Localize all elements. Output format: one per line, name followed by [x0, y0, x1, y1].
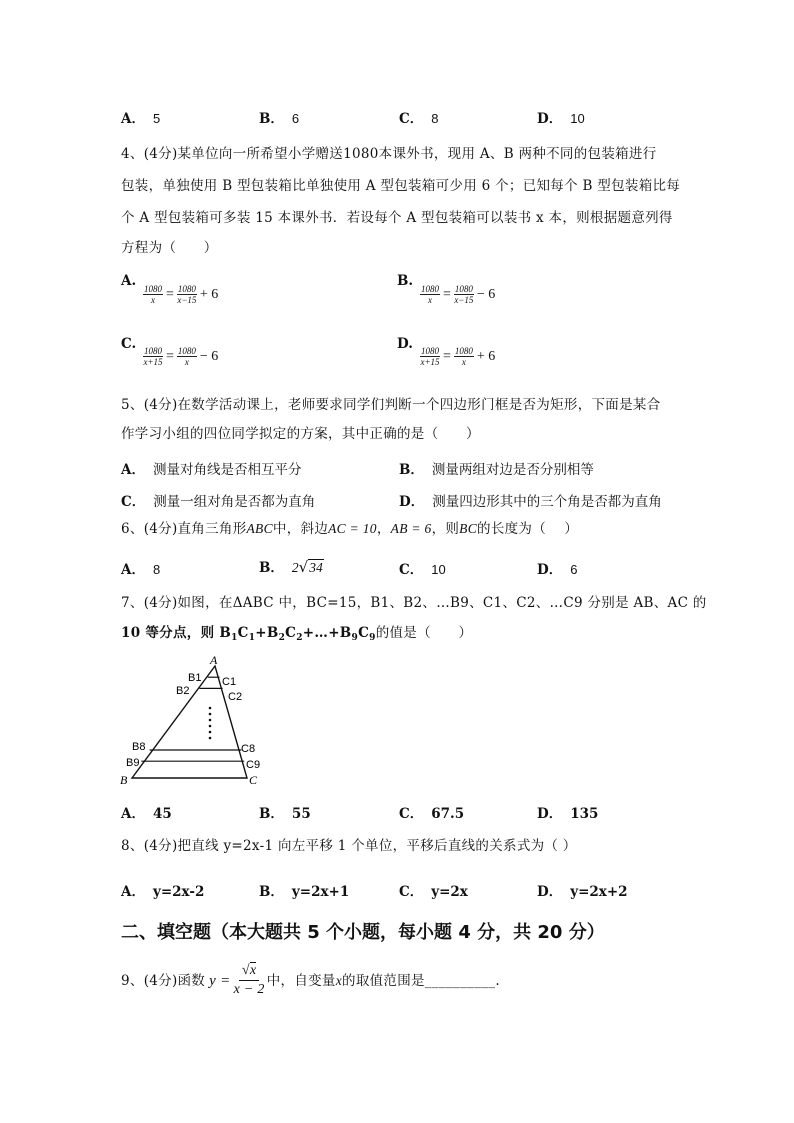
q7-option-a: A． 45 — [121, 806, 172, 822]
q5-option-c: C． 测量一组对角是否都为直角 — [121, 494, 316, 510]
ellipsis-dot — [209, 737, 212, 740]
q8-option-a: A． y=2x-2 — [121, 884, 205, 900]
fraction: $\frac{√x}{x - 2}$ — [233, 963, 265, 997]
q3-option-d — [537, 107, 585, 127]
q6-option-b: B． 2√34 — [259, 558, 323, 576]
q7-option-c: C． 67.5 — [399, 806, 465, 822]
q5-stem-line: 作学习小组的四位同学拟定的方案，其中正确的是（ ） — [121, 426, 480, 442]
fraction: $\frac{1080}{x-15}$ — [177, 284, 197, 305]
option-label: B． — [259, 111, 284, 127]
q3-option-b — [259, 107, 299, 127]
q7-option-b: B． 55 — [259, 806, 311, 822]
fraction: $\frac{1080}{x+15}$ — [143, 346, 163, 367]
vertex-label-b: B — [120, 773, 128, 787]
fraction: $\frac{1080}{x}$ — [421, 284, 439, 305]
vertex-label-a: A — [210, 654, 218, 667]
fraction: $\frac{1080}{x}$ — [454, 346, 473, 367]
sqrt-icon: √ — [298, 558, 309, 576]
option-label: B. — [397, 273, 414, 289]
q3-option-c — [399, 107, 438, 127]
point-label-b2: B2 — [176, 685, 190, 697]
q6-option-d: D． 6 — [537, 562, 578, 578]
ellipsis-dot — [209, 731, 212, 734]
point-label-b8: B8 — [132, 741, 146, 753]
q5-option-b: B． 测量两组对边是否分别相等 — [399, 462, 594, 478]
q5-stem-line: 5、(4分)在数学活动课上，老师要求同学们判断一个四边形门框是否为矩形，下面是某合 — [121, 397, 661, 413]
ellipsis-dot — [209, 707, 212, 710]
ellipsis-dot — [209, 719, 212, 722]
q6-option-c: C． 10 — [399, 562, 446, 578]
q8-option-d: D． y=2x+2 — [537, 884, 628, 900]
ellipsis-dot — [209, 713, 212, 716]
vertex-label-c: C — [249, 773, 258, 787]
point-label-b1: B1 — [188, 672, 202, 684]
q4-option-a-equation: $\frac{1080}{x}$ = $\frac{1080}{x-15}$ + 6 — [144, 284, 219, 305]
q3-option-a — [121, 107, 160, 127]
q4-stem-line: 方程为（ ） — [121, 240, 218, 256]
sqrt-icon: √ — [241, 963, 250, 978]
point-label-b9: B9 — [126, 757, 140, 769]
option-value: 6 — [291, 111, 300, 126]
q4-stem-line: 包装，单独使用 B 型包装箱比单独使用 A 型包装箱可少用 6 个；已知每个 B 型包装箱比每 — [121, 178, 681, 194]
option-value: 8 — [431, 111, 439, 126]
point-label-c8: C8 — [241, 743, 256, 755]
q4-stem-line: 4、(4分)某单位向一所希望小学赠送1080本课外书，现用 A、B 两种不同的包装箱进行 — [121, 146, 657, 162]
q4-stem-line: 个 A 型包装箱可多装 15 本课外书．若设每个 A 型包装箱可以装书 x 本，则根据题意列得 — [121, 210, 673, 226]
fraction: $\frac{1080}{x}$ — [177, 346, 196, 367]
q5-option-a: A． 测量对角线是否相互平分 — [121, 462, 302, 478]
q6-stem: 6、(4分)直角三角形ABC中，斜边AC = 10，AB = 6，则BC的长度为（ ） — [121, 521, 579, 537]
q8-stem: 8、(4分)把直线 y=2x-1 向左平移 1 个单位，平移后直线的关系式为（ ） — [121, 838, 577, 854]
ellipsis-dot — [209, 725, 212, 728]
q8-option-b: B． y=2x+1 — [259, 884, 350, 900]
q5-option-d: D． 测量四边形其中的三个角是否都为直角 — [399, 494, 662, 510]
option-label: C． — [399, 111, 424, 127]
q4-option-d-equation: $\frac{1080}{x+15}$ = $\frac{1080}{x}$ + 6 — [420, 346, 496, 367]
q7-stem-line: 7、(4分)如图，在ΔABC 中，BC=15，B1、B2、…B9、C1、C2、…C9 分别是 AB、AC 的 — [121, 595, 707, 611]
option-label: D. — [397, 336, 413, 352]
point-label-c2: C2 — [228, 691, 243, 703]
point-label-c1: C1 — [222, 676, 237, 688]
point-label-c9: C9 — [246, 759, 261, 771]
q7-option-d: D． 135 — [537, 806, 599, 822]
triangle-figure — [118, 654, 268, 790]
question-9: 9、(4分)函数 y = $\frac{√x}{x - 2}$ 中，自变量 x 的取值范围是 __________. — [121, 963, 500, 997]
option-value: 5 — [152, 111, 161, 126]
option-value: 10 — [570, 111, 585, 126]
option-label: C. — [121, 336, 137, 352]
q6-option-a: A． 8 — [121, 562, 161, 578]
q7-stem-line: 10 等分点，则 $B_1C_1+B_2C_2+\dots+B_9C_9$的值是（ ） — [121, 625, 473, 643]
option-label: D． — [537, 111, 563, 127]
option-label: A． — [121, 111, 145, 127]
fraction: $\frac{1080}{x-15}$ — [454, 284, 474, 305]
q8-option-c: C． y=2x — [399, 884, 468, 900]
q4-option-b-equation: $\frac{1080}{x}$ = $\frac{1080}{x-15}$ − 6 — [421, 284, 496, 305]
fraction: $\frac{1080}{x}$ — [144, 284, 162, 305]
section-heading: 二、填空题（本大题共 5 个小题，每小题 4 分，共 20 分） — [121, 922, 605, 943]
q4-option-c-equation: $\frac{1080}{x+15}$ = $\frac{1080}{x}$ − 6 — [143, 346, 219, 367]
option-label: A. — [121, 273, 137, 289]
fraction: $\frac{1080}{x+15}$ — [420, 346, 440, 367]
answer-blank: __________. — [424, 972, 500, 989]
